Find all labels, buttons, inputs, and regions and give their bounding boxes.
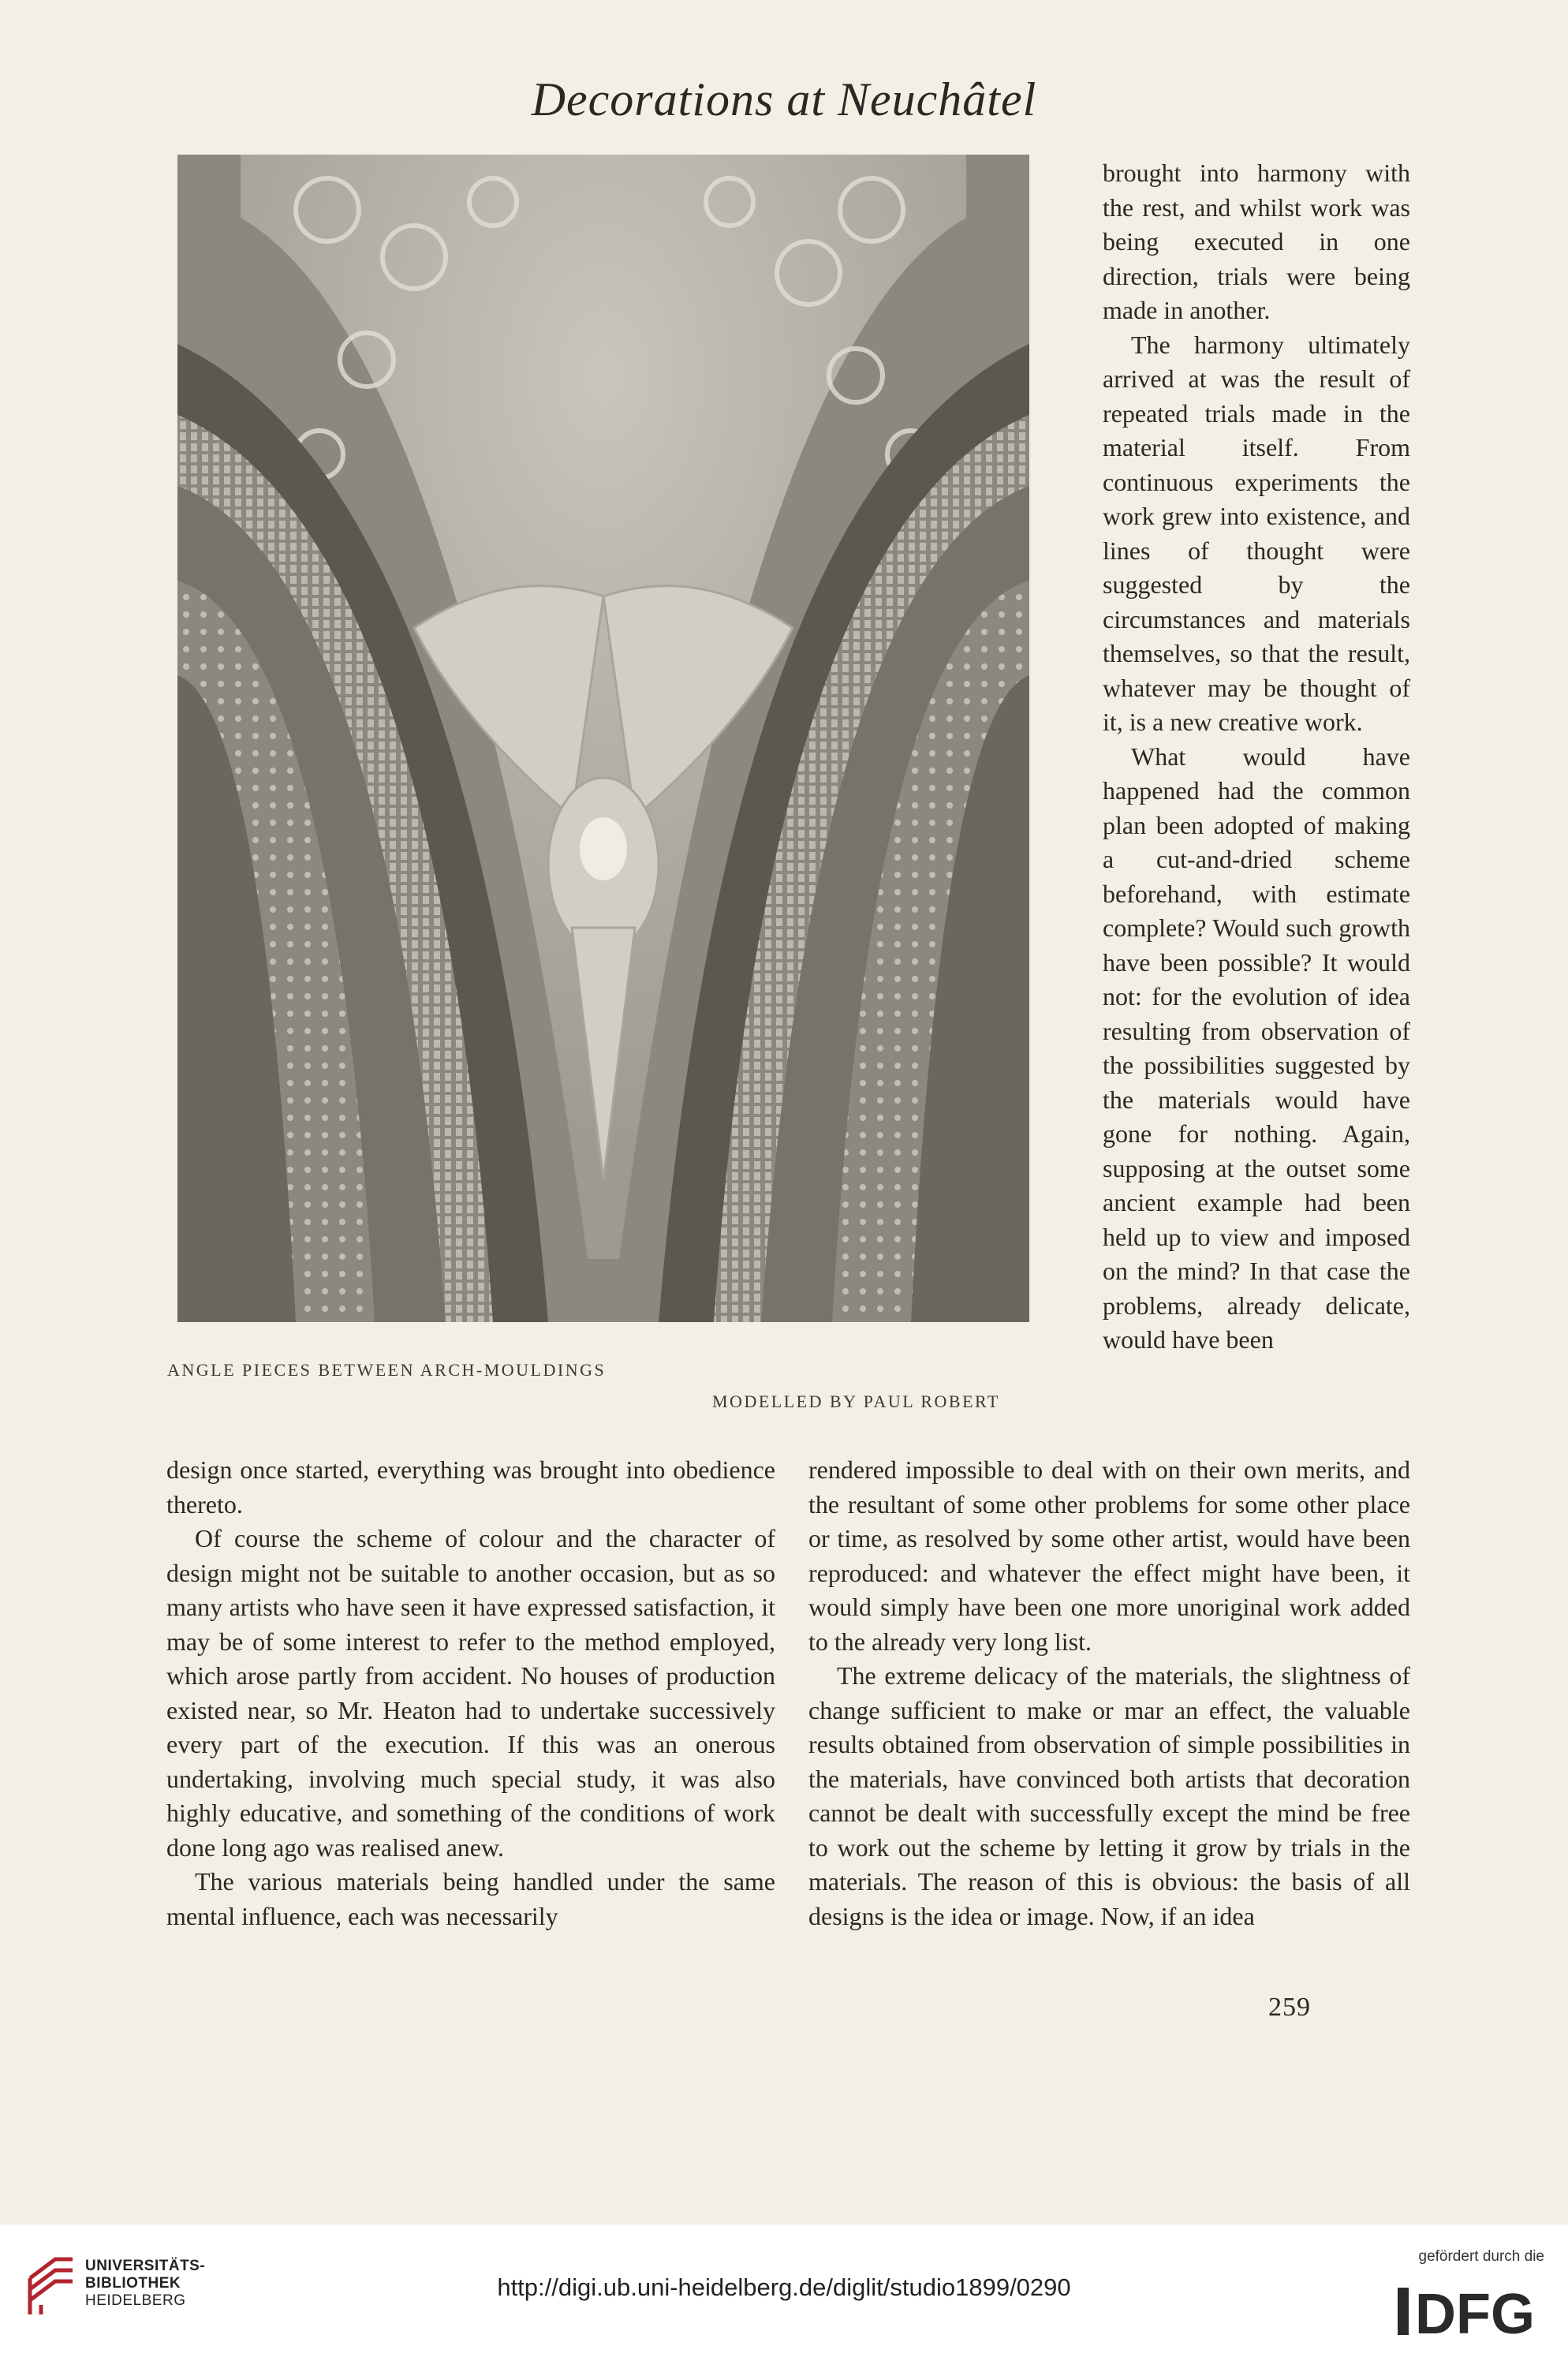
paragraph: design once started, everything was brought into obedience thereto.: [166, 1455, 775, 1519]
paragraph: The various materials being handled under the same mental influence, each was necessarily: [166, 1867, 775, 1930]
dfg-logo: [1398, 2280, 1547, 2343]
arch-photograph: [177, 155, 1029, 1322]
page-title: Decorations at Neuchâtel: [531, 73, 1037, 125]
right-column-lower: [808, 1453, 1410, 1933]
figure-caption-left: ANGLE PIECES BETWEEN ARCH-MOULDINGS: [167, 1360, 607, 1380]
library-name-line: HEIDELBERG: [85, 2292, 186, 2309]
dfg-logo-text: DFG: [1415, 2283, 1535, 2343]
dfg-logo-bar: [1398, 2288, 1409, 2335]
library-name-line: BIBLIOTHEK: [85, 2275, 181, 2292]
funded-by-label: gefördert durch die: [1418, 2248, 1544, 2265]
left-column-lower: [166, 1453, 775, 1933]
paragraph: What would have happened had the common plan been adopted of making a cut-and-dried scheme beforehand, with estimate complete? Would such growth have been possible? It would not: for the evolution of idea resulting from observation of the possibilities suggested by the materials would have gone for nothing. Again, supposing at the outset some ancient example had been held up to view and imposed on the mind? In that case the problems, already delicate, would have been: [1103, 742, 1410, 1354]
paragraph: brought into harmony with the rest, and whilst work was being executed in one direction, trials were being made in another.: [1103, 159, 1410, 324]
paragraph: rendered impossible to deal with on their own merits, and the resultant of some other problems for some other place or time, as resolved by some other artist, would have been reproduced: and whatever the effect might have been, it would simply have been one more unoriginal work added to the already very long list.: [808, 1455, 1410, 1656]
paragraph: Of course the scheme of colour and the character of design might not be suitable to another occasion, but as so many artists who have seen it have expressed satisfaction, it may be of some interest to refer to the method employed, which arose partly from accident. No houses of production existed near, so Mr. Heaton had to undertake successively every part of the execution. If this was an onerous undertaking, involving much special study, it was also highly educative, and something of the conditions of work done long ago was realised anew.: [166, 1524, 775, 1862]
page-number: 259: [1268, 1993, 1311, 2022]
arch-ornament-illustration: [177, 155, 1029, 1322]
right-column-upper: [1103, 156, 1410, 1358]
source-url-link[interactable]: http://digi.ub.uni-heidelberg.de/diglit/studio1899/0290: [497, 2273, 1071, 2301]
paragraph: The extreme delicacy of the materials, the slightness of change sufficient to make or mar an effect, the valuable results obtained from observation of simple possibilities in the materials, have convinced both artists that decoration cannot be dealt with successfully except the mind be free to work out the scheme by letting it grow by trials in the materials. The reason of this is obvious: the basis of all designs is the idea or image. Now, if an idea: [808, 1661, 1410, 1930]
figure-caption-right: MODELLED BY PAUL ROBERT: [712, 1392, 1000, 1411]
paragraph: The harmony ultimately arrived at was the result of repeated trials made in the material itself. From continuous experiments the work grew into existence, and lines of thought were suggested by the circumstances and materials themselves, so that the result, whatever may be thought of it, is a new creative work.: [1103, 330, 1410, 736]
library-name-line: UNIVERSITÄTS-: [85, 2258, 206, 2274]
